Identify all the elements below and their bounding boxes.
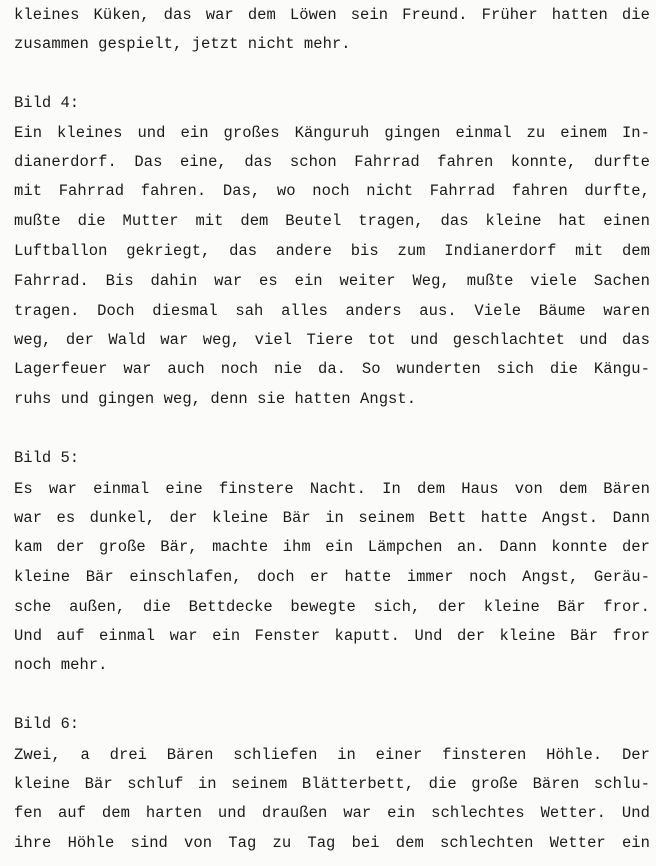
section-4-line-1: Ein kleines und ein großes Känguruh gingen einmal zu einem In- [14,124,650,142]
section-4-line-10: ruhs und gingen weg, denn sie hatten Angst. [14,390,417,408]
section-heading-bild-6: Bild 6: [14,715,80,733]
section-4-line-2: dianerdorf. Das eine, das schon Fahrrad fahren konnte, durfte [14,153,650,171]
section-5-line-1: Es war einmal eine finstere Nacht. In dem Haus von dem Bären [14,480,650,498]
section-4-line-9: Lagerfeuer war auch noch nie da. So wunderten sich die Kängu- [14,360,650,378]
section-4-line-7: tragen. Doch diesmal sah alles anders aus. Viele Bäume waren [14,302,650,320]
section-5-line-2: war es dunkel, der kleine Bär in seinem Bett hatte Angst. Dann [14,509,650,527]
section-4-line-6: Fahrrad. Bis dahin war es ein weiter Weg, mußte viele Sachen [14,272,650,290]
section-4-line-5: Luftballon gekriegt, das andere bis zum Indianerdorf mit dem [14,242,650,260]
section-heading-bild-4: Bild 4: [14,94,80,112]
section-4-line-8: weg, der Wald war weg, viel Tiere tot und geschlachtet und das [14,331,650,349]
section-heading-bild-5: Bild 5: [14,449,80,467]
section-5-line-5: sche außen, die Bettdecke bewegte sich, der kleine Bär fror. [14,598,650,616]
section-5-line-6: Und auf einmal war ein Fenster kaputt. Und der kleine Bär fror [14,627,650,645]
section-6-line-1: Zwei, a drei Bären schliefen in einer finsteren Höhle. Der [14,746,650,764]
section-5-line-4: kleine Bär einschlafen, doch er hatte immer noch Angst, Geräu- [14,568,650,586]
intro-line-1: kleines Küken, das war dem Löwen sein Freund. Früher hatten die [14,6,650,24]
section-5-line-3: kam der große Bär, machte ihm ein Lämpchen an. Dann konnte der [14,538,650,556]
section-6-line-3: fen auf dem harten und draußen war ein schlechtes Wetter. Und [14,804,650,822]
section-5-line-7: noch mehr. [14,656,108,674]
intro-line-2: zusammen gespielt, jetzt nicht mehr. [14,35,351,53]
section-4-line-4: mußte die Mutter mit dem Beutel tragen, das kleine hat einen [14,212,650,230]
section-6-line-2: kleine Bär schluf in seinem Blätterbett, die große Bären schlu- [14,775,650,793]
section-6-line-4: ihre Höhle sind von Tag zu Tag bei dem schlechten Wetter ein [14,834,650,852]
section-4-line-3: mit Fahrrad fahren. Das, wo noch nicht Fahrrad fahren durfte, [14,182,650,200]
